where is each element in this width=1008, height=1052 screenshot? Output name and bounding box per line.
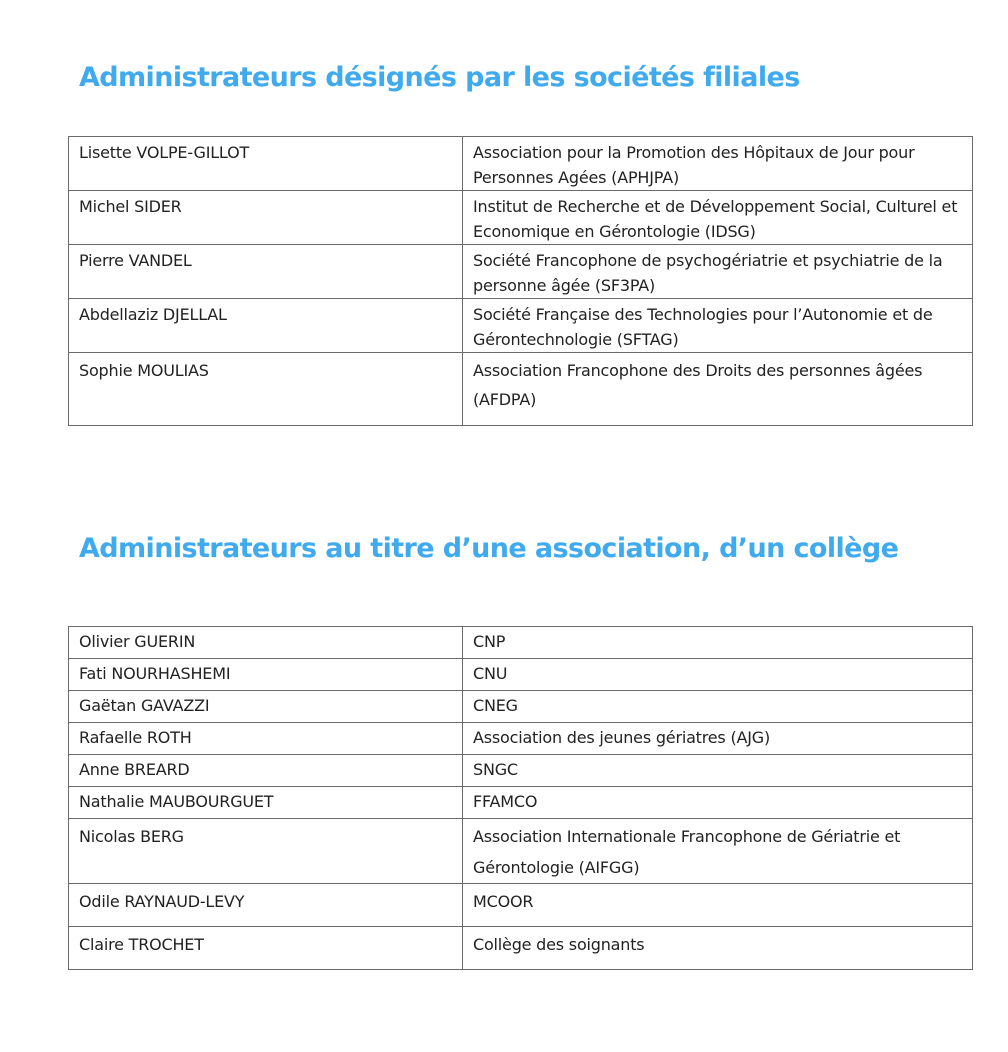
member-name: Lisette VOLPE-GILLOT [69, 137, 463, 191]
table-row [69, 659, 973, 691]
section-heading-associations: Administrateurs au titre d’une association, d’un collège [79, 533, 899, 564]
table-row [69, 755, 973, 787]
table-row [69, 299, 973, 353]
table-row [69, 627, 973, 659]
member-name: Pierre VANDEL [69, 245, 463, 299]
member-name: Olivier GUERIN [69, 627, 463, 659]
member-organization: SNGC [463, 755, 973, 787]
table-row [69, 787, 973, 819]
member-organization: Association des jeunes gériatres (AJG) [463, 723, 973, 755]
table-row [69, 137, 973, 191]
member-name: Fati NOURHASHEMI [69, 659, 463, 691]
member-name: Abdellaziz DJELLAL [69, 299, 463, 353]
associations-table [68, 626, 973, 970]
member-organization: CNP [463, 627, 973, 659]
table-row [69, 191, 973, 245]
member-organization: MCOOR [463, 884, 973, 927]
table-row [69, 723, 973, 755]
member-organization: Société Francophone de psychogériatrie et psychiatrie de la personne âgée (SF3PA) [463, 245, 973, 299]
member-organization: CNU [463, 659, 973, 691]
member-organization: Association Internationale Francophone de Gériatrie et Gérontologie (AIFGG) [463, 819, 973, 884]
table-row [69, 884, 973, 927]
member-organization: CNEG [463, 691, 973, 723]
table-row [69, 353, 973, 426]
member-name: Gaëtan GAVAZZI [69, 691, 463, 723]
table-row [69, 691, 973, 723]
member-organization: Association Francophone des Droits des personnes âgées (AFDPA) [463, 353, 973, 426]
member-name: Rafaelle ROTH [69, 723, 463, 755]
member-organization: FFAMCO [463, 787, 973, 819]
member-organization: Association pour la Promotion des Hôpitaux de Jour pour Personnes Agées (APHJPA) [463, 137, 973, 191]
table-row [69, 819, 973, 884]
filiales-table [68, 136, 973, 426]
member-name: Sophie MOULIAS [69, 353, 463, 426]
member-organization: Institut de Recherche et de Développement Social, Culturel et Economique en Gérontologie (IDSG) [463, 191, 973, 245]
member-name: Nathalie MAUBOURGUET [69, 787, 463, 819]
member-organization: Société Française des Technologies pour l’Autonomie et de Gérontechnologie (SFTAG) [463, 299, 973, 353]
table-row [69, 245, 973, 299]
member-name: Odile RAYNAUD-LEVY [69, 884, 463, 927]
member-name: Anne BREARD [69, 755, 463, 787]
member-name: Nicolas BERG [69, 819, 463, 884]
table-row [69, 927, 973, 970]
section-heading-filiales: Administrateurs désignés par les sociétés filiales [79, 62, 800, 93]
member-organization: Collège des soignants [463, 927, 973, 970]
member-name: Michel SIDER [69, 191, 463, 245]
member-name: Claire TROCHET [69, 927, 463, 970]
